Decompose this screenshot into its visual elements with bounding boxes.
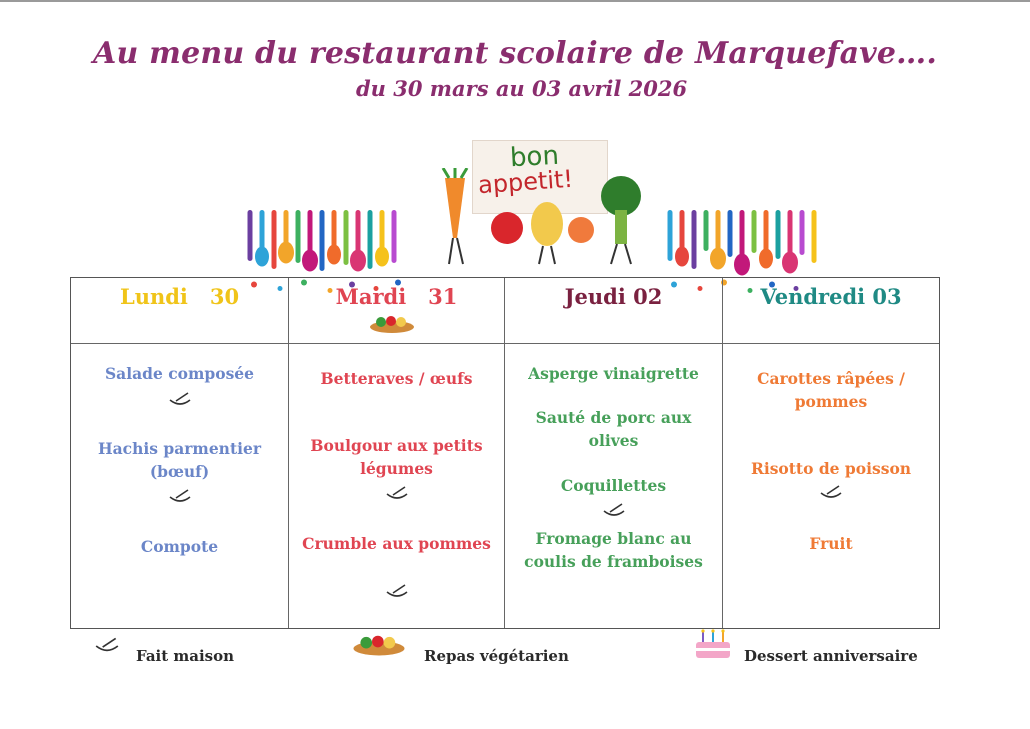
dish-item: Risotto de poisson (750, 459, 912, 478)
dish-item: Sauté de porc aux olives (535, 408, 692, 450)
dish-item: Asperge vinaigrette (528, 364, 699, 383)
dish-item: Compote (140, 537, 219, 556)
vegetable-basket-icon (350, 633, 408, 657)
whisk-bowl-icon (385, 584, 409, 600)
whisk-bowl-icon (168, 392, 192, 408)
dish-item: Crumble aux pommes (302, 534, 491, 553)
birthday-cake-icon (692, 628, 734, 662)
day-column-lundi (71, 278, 289, 628)
weekly-menu-table (70, 277, 940, 629)
dish-item: Carottes râpées / pommes (757, 369, 905, 411)
whisk-bowl-icon (602, 503, 626, 519)
dish-item: Fruit (809, 534, 853, 553)
dish-item: Salade composée (104, 364, 255, 383)
dish-item: Betteraves / œufs (320, 369, 473, 388)
whisk-bowl-icon (94, 637, 120, 655)
sign-text-bon: bon (509, 140, 560, 174)
day-column-mardi (289, 278, 505, 628)
whisk-bowl-icon (168, 489, 192, 505)
legend-dessert-anniversaire: Dessert anniversaire (744, 647, 918, 665)
day-header (505, 278, 722, 344)
day-name: Vendredi 03 (760, 284, 902, 309)
whisk-bowl-icon (385, 486, 409, 502)
dish-item: Hachis parmentier (bœuf) (97, 439, 262, 481)
legend-fait-maison: Fait maison (136, 647, 235, 665)
bon-appetit-banner (240, 138, 830, 273)
whisk-bowl-icon (819, 485, 843, 501)
day-header (289, 278, 504, 344)
top-border-line (0, 0, 1030, 2)
dish-item: Fromage blanc au coulis de framboises (524, 529, 703, 571)
day-header (71, 278, 288, 344)
day-name: Jeudi 02 (564, 284, 663, 309)
day-header (723, 278, 939, 344)
dish-item: Boulgour aux petits légumes (310, 436, 483, 478)
menu-date-range: du 30 mars au 03 avril 2026 (356, 76, 688, 101)
day-column-jeudi (505, 278, 723, 628)
legend-repas-vegetarien: Repas végétarien (424, 647, 569, 665)
vegetable-characters-illustration (425, 168, 665, 268)
day-name: Mardi 31 (335, 284, 458, 309)
day-column-vendredi (723, 278, 939, 628)
vegetable-basket-icon (367, 314, 417, 334)
menu-title: Au menu du restaurant scolaire de Marquefave…. (93, 36, 937, 71)
sign-text-appetit: appetit! (477, 164, 574, 200)
day-name: Lundi 30 (119, 284, 240, 309)
dish-item: Coquillettes (560, 476, 667, 495)
